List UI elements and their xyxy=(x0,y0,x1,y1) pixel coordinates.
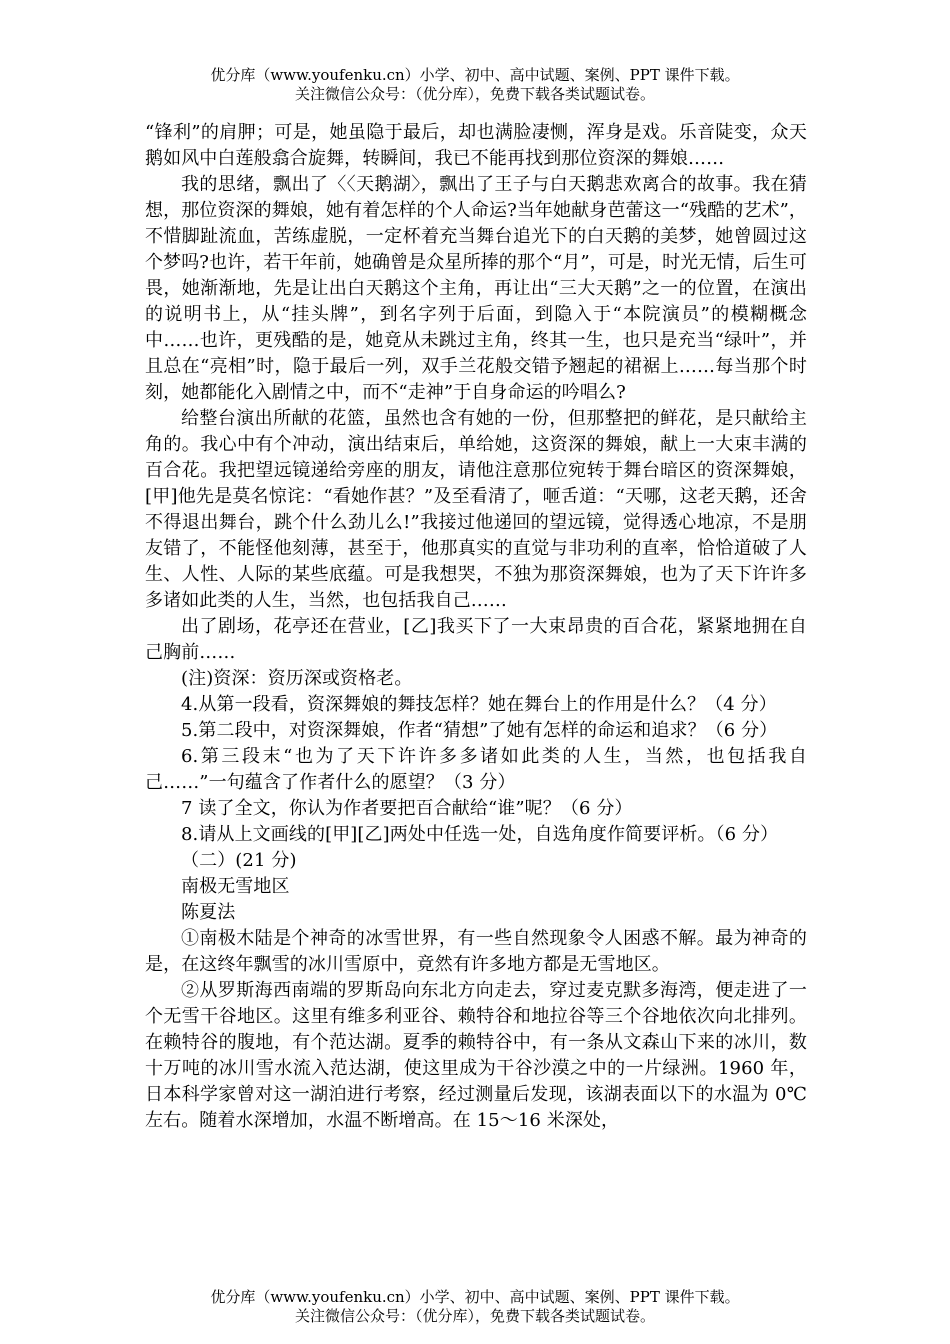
header-line-2: 关注微信公众号：（优分库），免费下载各类试题试卷。 xyxy=(294,85,655,103)
page-header xyxy=(0,66,950,104)
question-4: 4.从第一段看，资深舞娘的舞技怎样？她在舞台上的作用是什么？（4 分） xyxy=(181,694,777,715)
question-7: 7 读了全文，你认为作者要把百合献给“谁”呢？（6 分） xyxy=(181,798,633,819)
article-paragraph-1: ①南极木陆是个神奇的冰雪世界，有一些自然现象令人困惑不解。最为神奇的是，在这终年飘雪的冰川雪原中，竟然有许多地方都是无雪地区。 xyxy=(145,928,807,975)
article-author: 陈夏法 xyxy=(181,902,236,923)
article-title: 南极无雪地区 xyxy=(181,876,290,897)
paragraph-theater-exit: 出了剧场，花亭还在营业，[乙]我买下了一大束昂贵的百合花，紧紧地拥在自己胸前…… xyxy=(145,616,807,663)
question-6: 6.第三段末“也为了天下许许多多诸如此类的人生，当然，也包括我自己……”一句蕴含了作者什么的愿望？（3 分） xyxy=(145,746,807,793)
paragraph-flowers: 给整台演出所献的花篮，虽然也含有她的一份，但那整把的鲜花，是只献给主角的。我心中有个冲动，演出结束后，单给她，这资深的舞娘，献上一大束丰满的百合花。我把望远镜递给旁座的朋友，请他注意那位宛转于舞台暗区的资深舞娘，[甲]他先是莫名惊诧：“看她作甚？”及至看清了，咂舌道：“天哪，这老天鹅，还舍不得退出舞台，跳个什么劲儿么!”我接过他递回的望远镜，觉得透心地凉，不是朋友错了，不能怪他刻薄，甚至于，他那真实的直觉与非功利的直率，恰恰道破了人生、人性、人际的某些底蕴。可是我想哭，不独为那资深舞娘，也为了天下许许多多诸如此类的人生，当然，也包括我自己…… xyxy=(145,408,807,611)
section-heading: （二）(21 分) xyxy=(181,850,297,871)
page-footer xyxy=(0,1288,950,1326)
document-body xyxy=(145,120,807,1134)
article-paragraph-2: ②从罗斯海西南端的罗斯岛向东北方向走去，穿过麦克默多海湾，便走进了一个无雪干谷地区。这里有维多利亚谷、赖特谷和地拉谷等三个谷地依次向北排列。在赖特谷的腹地，有个范达湖。夏季的赖特谷中，有一条从文森山下来的冰川，数十万吨的冰川雪水流入范达湖，使这里成为干谷沙漠之中的一片绿洲。1960 年，日本科学家曾对这一湖泊进行考察，经过测量后发现，该湖表面以下的水温为 0℃左右。随着水深增加，水温不断增高。在 15～16 米深处， xyxy=(145,980,807,1131)
paragraph-thoughts: 我的思绪，飘出了〈〈天鹅湖〉，飘出了王子与白天鹅悲欢离合的故事。我在猜想，那位资深的舞娘，她有着怎样的个人命运?当年她献身芭蕾这一“残酷的艺术”，不惜脚趾流血，苦练虚脱，一定杯着充当舞台追光下的白天鹅的美梦，她曾圆过这个梦吗?也许，若干年前，她确曾是众星所捧的那个“月”，可是，时光无情，后生可畏，她渐渐地，先是让出白天鹅这个主角，再让出“三大天鹅”之一的位置，在演出的说明书上，从“挂头牌”，到名字列于后面，到隐入于“本院演员”的模糊概念中……也许，更残酷的是，她竟从未跳过主角，终其一生，也只是充当“绿叶”，并且总在“亮相”时，隐于最后一列，双手兰花般交错予翘起的裙裾上……每当那个时刻，她都能化入剧情之中，而不“走神”于自身命运的吟唱么? xyxy=(145,174,807,403)
annotation-note: (注)资深：资历深或资格老。 xyxy=(181,668,413,689)
header-line-1: 优分库（www.youfenku.cn）小学、初中、高中试题、案例、PPT 课件下载。 xyxy=(210,66,740,84)
question-5: 5.第二段中，对资深舞娘，作者“猜想”了她有怎样的命运和追求？（6 分） xyxy=(181,720,778,741)
footer-line-2: 关注微信公众号：（优分库），免费下载各类试题试卷。 xyxy=(294,1307,655,1325)
footer-line-1: 优分库（www.youfenku.cn）小学、初中、高中试题、案例、PPT 课件下载。 xyxy=(210,1288,740,1306)
paragraph-continuation: “锋利”的肩胛；可是，她虽隐于最后，却也满脸凄恻，浑身是戏。乐音陡变，众天鹅如风中白莲般翕合旋舞，转瞬间，我已不能再找到那位资深的舞娘…… xyxy=(145,122,807,169)
question-8: 8.请从上文画线的[甲][乙]两处中任选一处，自选角度作简要评析。（6 分） xyxy=(181,824,779,845)
